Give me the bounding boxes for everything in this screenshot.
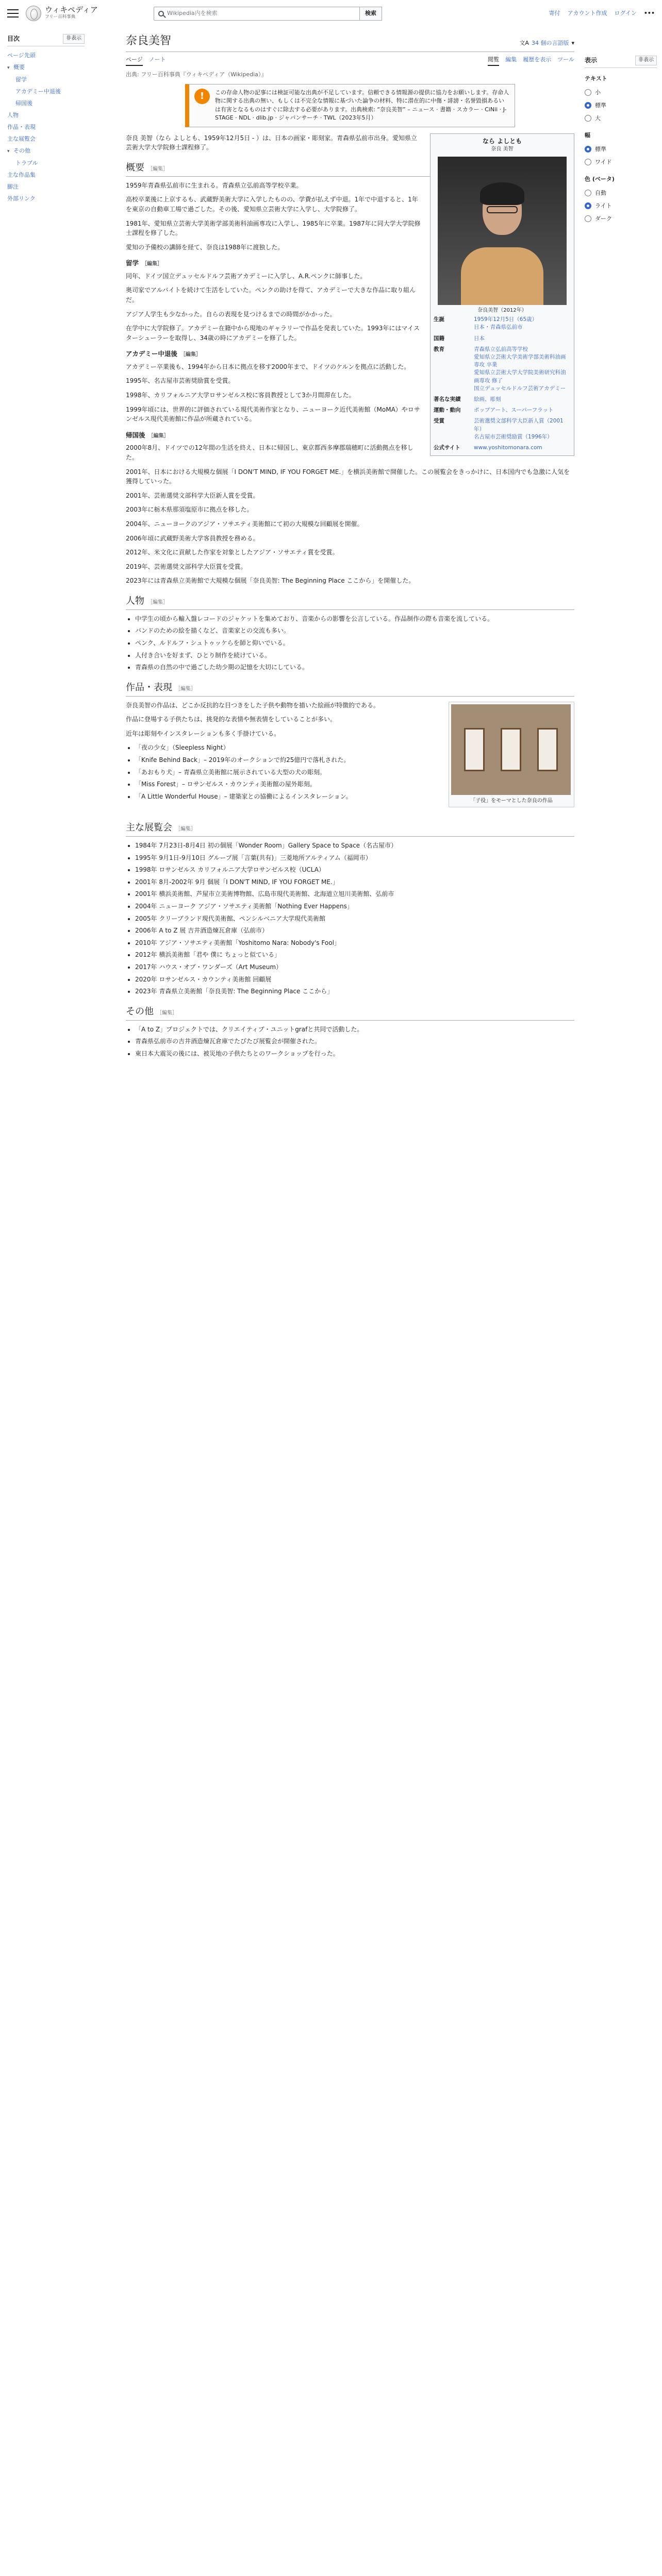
edit-link[interactable]: ［ 編集 ］: [175, 686, 196, 692]
edit-link[interactable]: ［ 編集 ］: [157, 1010, 177, 1016]
paragraph: 2019年、芸術選奨文部科学大臣賞を受賞。: [126, 563, 247, 570]
works-caption: 「子役」をモーマとした奈良の作品: [470, 798, 553, 804]
toc-item[interactable]: [7, 145, 85, 157]
paragraph: 2006年頃に武蔵野美術大学客員教授を務める。: [126, 534, 259, 542]
person-list: [126, 614, 574, 672]
infobox-value-line[interactable]: www.yoshitomonara.com: [474, 445, 542, 451]
infobox-value-line[interactable]: 1959年12月5日（65歳）: [474, 316, 538, 323]
paragraph: 1998年、カリフォルニア大学ロサンゼルス校に客員教授として3か月間滞在した。: [126, 392, 355, 399]
tab-tools[interactable]: ツール: [557, 56, 574, 63]
width-label: 幅: [585, 131, 590, 139]
radio-button[interactable]: [585, 202, 591, 209]
infobox: [430, 133, 574, 456]
toc-item[interactable]: [7, 97, 85, 109]
infobox-value: [474, 406, 571, 414]
list-item: • 1998年 ロサンゼルス カリフォルニア大学ロサンゼルス校（UCLA）: [135, 865, 574, 875]
infobox-row: [433, 394, 572, 405]
create-account-link[interactable]: アカウント作成: [567, 10, 607, 17]
paragraph: アジア人学生も少なかった。自らの表現を見つけるまでの時間がかかった。: [126, 310, 336, 318]
list-item: • ペンク、ルドルフ・シュトゥッケらを師と仰いでいる。: [135, 638, 574, 648]
language-button[interactable]: [519, 39, 574, 47]
warning-icon: !: [194, 89, 210, 104]
section-overview-heading: 概要［ 編集 ］: [126, 161, 574, 177]
infobox-key: 教育: [434, 346, 444, 352]
radio-button[interactable]: [585, 89, 591, 96]
toc-item[interactable]: [7, 181, 85, 193]
radio-button[interactable]: [585, 159, 591, 165]
paragraph: 1995年、名古屋市芸術奨励賞を受賞。: [126, 377, 235, 385]
site-header: [0, 0, 662, 27]
edit-link[interactable]: ［ 編集 ］: [180, 352, 201, 358]
language-count: 34 個の言語版: [531, 39, 569, 46]
paragraph: 愛知の予備校の講師を経て、奈良は1988年に渡独した。: [126, 243, 284, 251]
infobox-row: [433, 333, 572, 344]
paragraph: 同年、ドイツ国立デュッセルドルフ芸術アカデミーに入学し、A.R.ペンクに師事した。: [126, 272, 367, 280]
user-links: [549, 9, 655, 18]
toc-hide-button[interactable]: 非表示: [63, 34, 85, 44]
list-item: • 2005年 クリーブランド現代美術館、ペンシルベニア大学現代美術館: [135, 914, 574, 924]
edit-link[interactable]: ［ 編集 ］: [147, 600, 168, 605]
appearance-option[interactable]: [585, 187, 657, 199]
toc-item-label: 脚注: [7, 183, 19, 190]
color-label: 色 (ベータ): [585, 175, 615, 182]
works-thumbnail[interactable]: [449, 702, 574, 808]
translate-icon: 文A: [519, 39, 529, 46]
infobox-key: 受賞: [434, 418, 444, 425]
list-item: • 2020年 ロサンゼルス・カウンティ美術館 回顧展: [135, 975, 574, 985]
infobox-row: [433, 416, 572, 443]
infobox-value-line[interactable]: 国立デュッセルドルフ芸術アカデミー: [474, 385, 566, 392]
appearance-hide-button[interactable]: 非表示: [635, 56, 657, 65]
source-note: 出典: フリー百科事典『ウィキペディア（Wikipedia）』: [126, 71, 267, 78]
list-item: • 「あおもり犬」– 青森県立美術館に展示されている大型の犬の彫刻。: [135, 768, 574, 777]
paragraph: 2001年、芸術選奨文部科学大臣新人賞を受賞。: [126, 492, 259, 499]
option-label: 標準: [595, 101, 606, 109]
chevron-down-icon: ▾: [571, 39, 574, 46]
infobox-key: 公式サイト: [434, 445, 460, 451]
list-item: • 2023年 青森県立美術館「奈良美智: The Beginning Place ここから」: [135, 987, 574, 996]
lead-paragraph: 奈良 美智（なら よしとも、1959年12月5日 - ）は、日本の画家・彫刻家。青森県弘前市出身。愛知県立芸術大学大学院修士課程修了。: [126, 134, 418, 151]
wiki-name: ウィキペディア: [45, 5, 98, 14]
toc-title: 目次: [7, 35, 20, 42]
list-item: • 東日本大震災の後には、被災地の子供たちとのワークショップを行った。: [135, 1049, 574, 1059]
paragraph: 1981年、愛知県立芸術大学美術学部美術科油画専攻に入学し、1985年に卒業。1987年に同大学大学院修士課程を修了した。: [126, 219, 421, 237]
color-options: [585, 187, 657, 225]
appearance-title: 表示: [585, 57, 598, 64]
paragraph: 2004年、ニューヨークのアジア・ソサエティ美術館にて初の大規模な回顧展を開催。: [126, 520, 363, 528]
main-menu-icon[interactable]: [7, 9, 19, 18]
appearance-option[interactable]: [585, 112, 657, 125]
toc-item-label: 概要: [13, 63, 25, 71]
search-placeholder: Wikipedia内を検索: [167, 10, 218, 17]
paragraph: 2003年に栃木県那須塩原市に拠点を移した。: [126, 506, 253, 514]
tab-history[interactable]: 履歴を表示: [523, 56, 552, 63]
tab-read[interactable]: 閲覧: [488, 55, 499, 66]
option-label: ワイド: [595, 158, 612, 165]
paragraph: 2001年、日本における大規模な個展「I DON'T MIND, IF YOU FORGET ME.」を横浜美術館で開催した。この展覧会をきっかけに、日本国内でも急激に人気を獲得していった。: [126, 468, 570, 485]
search-button[interactable]: 検索: [360, 7, 382, 21]
list-item: • 「Knife Behind Back」– 2019年のオークションで約25億円で落札された。: [135, 755, 574, 765]
infobox-value: [474, 444, 571, 452]
infobox-name-kana: なら よしとも: [482, 137, 522, 145]
option-label: 小: [595, 89, 601, 96]
paragraph: 2012年、米文化に貢献した作家を対象としたアジア・ソサエティ賞を受賞。: [126, 549, 339, 556]
list-item: • 2001年 横浜美術館、芦屋市立美術博物館、広島市現代美術館、北海道立旭川美術館、弘前市: [135, 889, 574, 899]
list-item: • 中学生の頃から輸入盤レコードのジャケットを集めており、音楽からの影響を公言している。作品制作の際も音楽を流している。: [135, 614, 574, 624]
page-title: 奈良美智: [126, 35, 172, 47]
works-image: [451, 704, 571, 795]
toc-item-label: 外部リンク: [7, 195, 36, 202]
list-item: • 青森県弘前市の吉井酒造煉瓦倉庫でたびたび展覧会が開催された。: [135, 1037, 574, 1046]
appearance-option[interactable]: [585, 156, 657, 168]
list-item: • 「A Little Wonderful House」– 建築家との協働によるインスタレーション。: [135, 792, 574, 802]
infobox-value-line[interactable]: 芸術選奨文部科学大臣新人賞（2001年）: [474, 418, 564, 432]
edit-link[interactable]: ［ 編集 ］: [142, 261, 162, 267]
search-input[interactable]: [154, 7, 360, 21]
toc-item[interactable]: [7, 86, 85, 97]
edit-link[interactable]: ［ 編集 ］: [175, 826, 196, 832]
paragraph: 2023年には青森県立美術館で大規模な個展「奈良美智: The Beginning Place ここから」を開催した。: [126, 577, 415, 585]
toc-item-label: 主な展覧会: [7, 135, 36, 142]
toc-item-label: トラブル: [15, 159, 38, 166]
infobox-value-line[interactable]: 日本・青森県弘前市: [474, 324, 523, 331]
radio-button[interactable]: [585, 190, 591, 196]
option-label: 自動: [595, 189, 606, 196]
infobox-row: [433, 314, 572, 333]
infobox-row: [433, 405, 572, 416]
radio-button[interactable]: [585, 215, 591, 222]
edit-link[interactable]: ［ 編集 ］: [147, 166, 168, 172]
section-person-heading: 人物［ 編集 ］: [126, 594, 574, 610]
list-item: • 2004年 ニューヨーク アジア・ソサエティ美術館「Nothing Ever Happens」: [135, 902, 574, 911]
toc-item-label: 主な作品集: [7, 171, 36, 178]
section-study-heading: 留学［ 編集 ］: [126, 258, 574, 268]
infobox-value: [474, 417, 571, 441]
toc-item-label: ページ先頭: [7, 52, 36, 59]
list-item: • 2012年 横浜美術館「君や 僕に ちょっと似ている」: [135, 950, 574, 960]
infobox-value-line[interactable]: 青森県立弘前高等学校: [474, 346, 528, 352]
tab-page[interactable]: ページ: [126, 55, 143, 66]
toc-item-label: その他: [13, 147, 30, 154]
paragraph: 奥司家でアルバイトを続けて生活をしていた。ペンクの助けを得て、アカデミーで大きな作品に取り組んだ。: [126, 286, 416, 304]
infobox-row: [433, 344, 572, 394]
infobox-value: [474, 346, 571, 393]
option-label: ライト: [595, 202, 612, 210]
donate-link[interactable]: 寄付: [549, 10, 560, 17]
page-tabs: [126, 52, 574, 66]
appearance-option[interactable]: [585, 143, 657, 156]
appearance-option[interactable]: [585, 99, 657, 112]
tab-edit[interactable]: 編集: [505, 56, 517, 63]
infobox-key: 著名な実績: [434, 396, 461, 403]
search-form: [154, 7, 382, 21]
toc-item[interactable]: [7, 121, 85, 133]
list-item: • 青森県の自然の中で過ごした幼少期の記憶を大切にしている。: [135, 663, 574, 672]
section-exhibitions-heading: 主な展覧会［ 編集 ］: [126, 821, 574, 837]
text-size-options: [585, 86, 657, 125]
toc-item-label: 人物: [7, 111, 19, 118]
other-list: [126, 1025, 574, 1059]
wiki-tagline: フリー百科事典: [45, 14, 76, 20]
option-label: 標準: [595, 145, 606, 152]
infobox-value-line[interactable]: 愛知県立芸術大学大学院美術研究科油画専攻 修了: [474, 369, 566, 384]
radio-button[interactable]: [585, 102, 591, 109]
toc-item-label: アカデミー中退後: [15, 88, 61, 95]
list-item: • 人付き合いを好まず、ひとり制作を続けている。: [135, 651, 574, 660]
list-item: • 2001年 8月-2002年 9月 個展「I DON'T MIND, IF YOU FORGET ME.」: [135, 877, 574, 887]
text-size-label: テキスト: [585, 75, 607, 82]
appearance-option[interactable]: [585, 86, 657, 99]
search-icon: [158, 11, 164, 16]
paragraph: 1999年頃には、世界的に評価されている現代美術作家となり、ニューヨーク近代美術館（MoMA）やロサンゼルス現代美術館に作品が所蔵されている。: [126, 405, 420, 423]
toc-list: [7, 49, 85, 205]
infobox-value-line[interactable]: 日本: [474, 335, 485, 342]
portrait-image[interactable]: [438, 157, 567, 305]
citation-notice: [185, 84, 515, 127]
infobox-name: [433, 136, 572, 155]
infobox-value: [474, 335, 571, 343]
login-link[interactable]: ログイン: [614, 10, 637, 17]
infobox-key: 運動・動向: [434, 407, 461, 414]
infobox-rows: [433, 314, 572, 453]
toc-item[interactable]: [7, 109, 85, 121]
paragraph: 作品に登場する子供たちは、挑発的な表情や無表情をしていることが多い。: [126, 716, 337, 723]
more-menu-icon[interactable]: •••: [643, 10, 655, 17]
list-item: • 「夜の少女」（Sleepless Night）: [135, 743, 574, 753]
list-item: • 2006年 A to Z 展 吉井酒造煉瓦倉庫（弘前市）: [135, 926, 574, 936]
list-item: • 1984年 7月23日-8月4日 初の個展「Wonder Room」Gallery Space to Space（名古屋市）: [135, 841, 574, 851]
appearance-sidebar: [585, 56, 657, 225]
paragraph: 奈良美智の作品は、どこか反抗的な目つきをした子供や動物を描いた絵画が特徴的である。: [126, 701, 380, 709]
portrait-caption: 奈良美智（2012年）: [477, 307, 527, 313]
paragraph: 2000年8月、ドイツでの12年間の生活を終え、日本に帰国し、東京都西多摩郡瑞穂町に活動拠点を移した。: [126, 444, 413, 461]
section-other-heading: その他［ 編集 ］: [126, 1005, 574, 1021]
appearance-option[interactable]: [585, 199, 657, 212]
toc-header: [7, 34, 85, 46]
infobox-value-line[interactable]: 愛知県立芸術大学美術学部美術科油画専攻 卒業: [474, 353, 566, 368]
toc-item[interactable]: [7, 157, 85, 169]
option-label: 大: [595, 114, 601, 122]
infobox-value: [474, 396, 571, 403]
infobox-row: [433, 443, 572, 453]
exhibitions-list: [126, 841, 574, 996]
toc-item[interactable]: [7, 133, 85, 145]
article-content: [126, 34, 574, 1083]
title-row: [126, 34, 574, 52]
infobox-value-line[interactable]: ポップアート、スーパーフラット: [474, 407, 554, 414]
toc-sidebar: [7, 34, 85, 205]
infobox-key: 国籍: [434, 335, 444, 342]
toc-item[interactable]: [7, 193, 85, 205]
site-logo[interactable]: [26, 6, 129, 21]
width-options: [585, 143, 657, 168]
chevron-down-icon[interactable]: ▾: [7, 148, 10, 154]
infobox-name-kanji: 奈良 美智: [491, 146, 514, 152]
list-item: • 2017年 ハウス・オブ・ワンダーズ（Art Museum）: [135, 962, 574, 972]
paragraph: 在学中に大学院修了。アカデミー在籍中から現地のギャラリーで作品を発表していた。1993年にはマイスターシューラーを取得し、34歳の時にアカデミーを修了した。: [126, 325, 420, 342]
paragraph: アカデミー卒業後も、1994年から日本に拠点を移す2000年まで、ドイツのケルンを拠点に活動した。: [126, 363, 410, 370]
return-body: [126, 443, 574, 586]
infobox-key: 生誕: [434, 316, 444, 323]
infobox-value-line[interactable]: 名古屋市芸術奨励賞（1996年）: [474, 433, 553, 440]
toc-item-label: 帰国後: [15, 99, 32, 107]
chevron-down-icon[interactable]: ▾: [7, 65, 10, 71]
list-item: • 「Miss Forest」– ロサンゼルス・カウンティ美術館の屋外彫刻。: [135, 779, 574, 789]
section-return-heading: 帰国後［ 編集 ］: [126, 430, 574, 440]
list-item: • 1995年 9月1日-9月10日 グループ展「言葉(共有)」三菱地所アルティアム（福岡市）: [135, 853, 574, 863]
appearance-header: [585, 56, 657, 68]
edit-link[interactable]: ［ 編集 ］: [148, 433, 169, 439]
toc-item-label: 留学: [15, 76, 27, 83]
wikipedia-globe-icon: [26, 6, 41, 21]
infobox-value: [474, 316, 571, 331]
section-after-heading: アカデミー中退後［ 編集 ］: [126, 349, 574, 359]
option-label: ダーク: [595, 215, 612, 223]
paragraph: 高校卒業後に上京するも、武蔵野美術大学に入学したものの、学費が払えず中退。1年で中退すると、1年を東京の自動車工場で過ごした。その後、愛知県立芸術大学に入学し、大学院修了。: [126, 196, 418, 213]
section-works-heading: 作品・表現［ 編集 ］: [126, 681, 574, 697]
notice-text: この存命人物の記事には検証可能な出典が不足しています。信頼できる情報源の提供に協力をお願いします。存命人物に関する出典の無い、もしくは不完全な情報に基づいた論争の材料、特に潜在的に中傷・誹謗・名誉毀損あるいは有害となるものはすぐに除去する必要があります。出典検索: “奈良美智” – ニュース · 書籍 · スカラー · CiNii · J-STAGE · NDL · dlib.jp · ジャパンサーチ · TWL（2023年5月）: [215, 89, 509, 122]
list-item: • 2010年 アジア・ソサエティ美術館「Yoshitomo Nara: Nobody's Fool」: [135, 938, 574, 948]
paragraph: 近年は彫刻やインスタレーションも多く手掛けている。: [126, 730, 280, 737]
list-item: • 「A to Z」プロジェクトでは、クリエイティブ・ユニットgrafと共同で活動した。: [135, 1025, 574, 1035]
toc-item[interactable]: [7, 169, 85, 181]
toc-item[interactable]: [7, 49, 85, 61]
toc-item[interactable]: [7, 74, 85, 86]
toc-item-label: 作品・表現: [7, 123, 36, 130]
infobox-value-line[interactable]: 絵画、彫刻: [474, 396, 501, 403]
appearance-option[interactable]: [585, 212, 657, 225]
radio-button[interactable]: [585, 146, 591, 152]
paragraph: 1959年青森県弘前市に生まれる。青森県立弘前高等学校卒業。: [126, 181, 303, 189]
toc-item[interactable]: [7, 61, 85, 74]
tab-talk[interactable]: ノート: [148, 56, 166, 63]
radio-button[interactable]: [585, 115, 591, 122]
list-item: • バンドのための絵を描くなど、音楽家との交流も多い。: [135, 626, 574, 636]
